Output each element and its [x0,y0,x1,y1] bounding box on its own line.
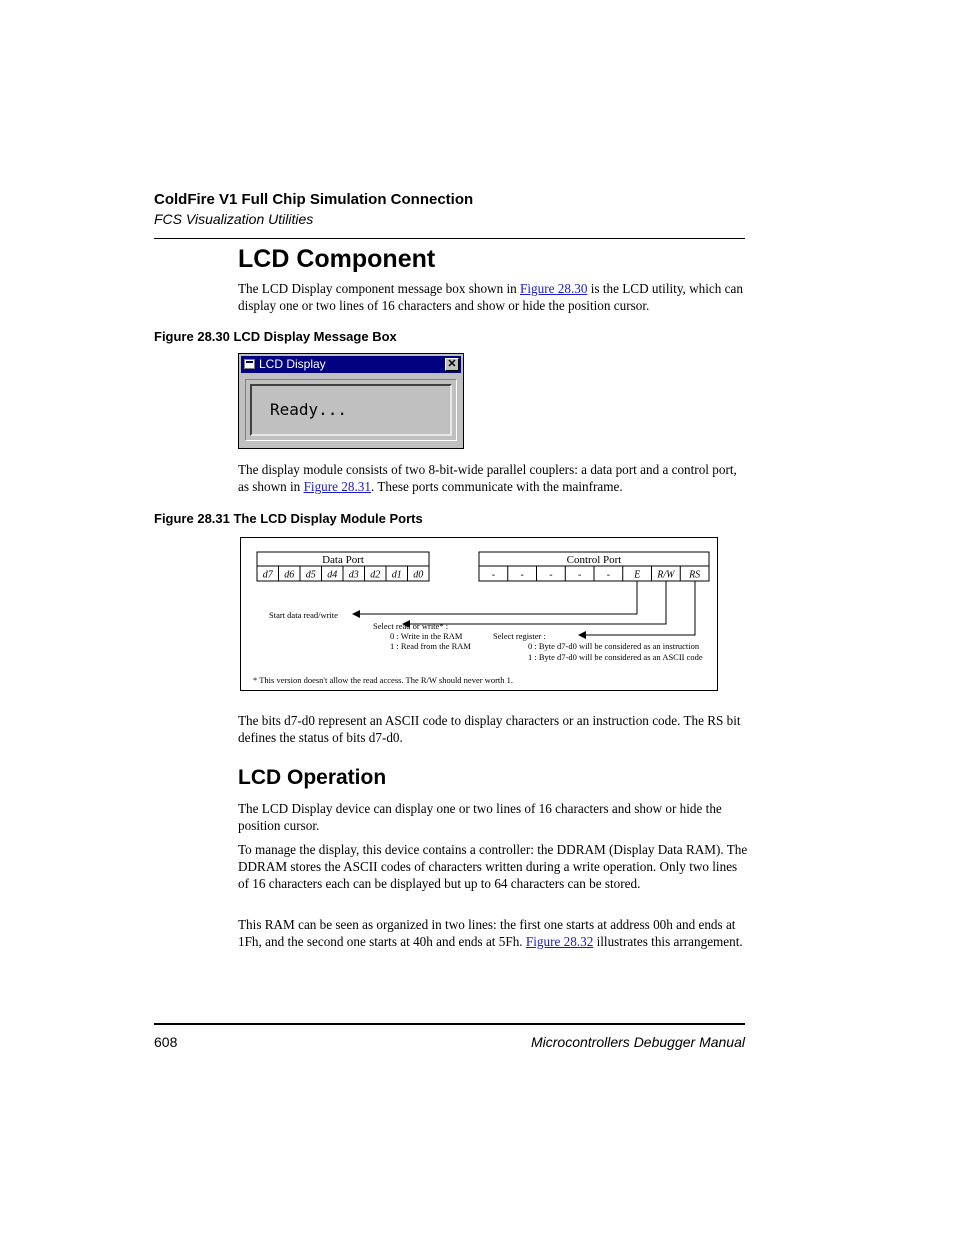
text: . These ports communicate with the mainframe. [370,479,623,494]
rw-0-label: 0 : Write in the RAM [390,631,463,641]
rw-1-label: 1 : Read from the RAM [390,641,471,651]
control-bit-1: - [520,569,524,581]
arrow-e [353,581,637,614]
module-ports-diagram [240,537,718,691]
paragraph-operation-1: The LCD Display device can display one or two lines of 16 characters and show or hide the position cursor. [238,801,722,833]
lcd-screen [250,384,452,436]
data-bit-6: d1 [391,569,402,581]
section-heading-lcd-component: LCD Component [238,245,436,273]
paragraph-bits: The bits d7-d0 represent an ASCII code to display characters or an instruction code. The RS bit defines the status of bits d7-d0. [238,713,741,745]
section-heading-lcd-operation: LCD Operation [238,766,387,789]
diagram-footnote: * This version doesn't allow the read access. The R/W should never worth 1. [253,675,514,685]
reg-1-label: 1 : Byte d7-d0 will be considered as an ASCII code [528,652,703,662]
close-icon[interactable]: ✕ [445,358,459,371]
window-title-bar[interactable] [241,356,461,373]
control-bit-5: E [634,569,641,581]
text: is the LCD utility, which can display one or two lines of 16 characters and show or hide the position cursor. [238,281,743,313]
control-port-label: Control Port [566,554,622,566]
running-header-subtitle: FCS Visualization Utilities [154,211,314,227]
ports-diagram-svg [241,538,719,692]
control-bit-6: R/W [657,569,675,581]
data-bit-4: d3 [348,569,359,581]
window-icon[interactable] [244,359,255,369]
data-bit-3: d4 [327,569,338,581]
text: The LCD Display component message box shown in [238,281,521,296]
arrow-rw [403,581,666,624]
footer-rule [154,1023,745,1025]
paragraph-ports [238,461,748,495]
control-bit-4: - [606,569,611,581]
window-title: LCD Display [259,357,326,371]
paragraph-operation-3 [238,916,748,950]
data-bit-7: d0 [413,569,424,581]
lcd-screen-frame [245,379,457,441]
running-header-title: ColdFire V1 Full Chip Simulation Connection [154,191,474,208]
figure-caption-28-30: Figure 28.30 LCD Display Message Box [154,329,397,344]
reg-0-label: 0 : Byte d7-d0 will be considered as an instruction [528,641,700,651]
data-bit-0: d7 [262,569,273,581]
control-bit-3: - [577,569,582,581]
control-bit-7: RS [689,569,701,581]
data-port-label: Data Port [322,554,364,566]
data-bit-2: d5 [305,569,316,581]
control-bit-0: - [491,569,496,581]
header-rule [154,238,745,239]
paragraph-operation-2: To manage the display, this device contains a controller: the DDRAM (Display Data RAM). The DDRAM stores the ASCII codes of characters written during a write operation. Only two lines of 16 characters each can be displayed but up to 64 characters can be stored. [238,842,748,891]
select-rw-label: Select read or write* : [373,621,449,631]
lcd-display-window [238,353,464,449]
figure-caption-28-31: Figure 28.31 The LCD Display Module Ports [154,511,423,526]
data-bit-1: d6 [284,569,295,581]
text: illustrates this arrangement. [593,934,743,949]
page-number: 608 [154,1034,178,1050]
start-label: Start data read/write [269,610,338,620]
text: The display module consists of two 8-bit-wide parallel couplers: a data port and a control port, as shown in [238,462,737,494]
data-bit-5: d2 [370,569,381,581]
control-bit-2: - [549,569,553,581]
link-figure-28-32[interactable]: Figure 28.32 [525,934,594,949]
link-figure-28-31[interactable]: Figure 28.31 [303,479,371,494]
paragraph-intro [238,280,748,314]
manual-title: Microcontrollers Debugger Manual [531,1034,745,1050]
link-figure-28-30[interactable]: Figure 28.30 [520,281,588,296]
text: This RAM can be seen as organized in two lines: the first one starts at address 00h and ends at 1Fh, and the second one starts at 40h and ends at 5Fh. [238,917,736,949]
lcd-display-text: Ready... [270,400,348,419]
select-reg-label: Select register : [493,631,546,641]
